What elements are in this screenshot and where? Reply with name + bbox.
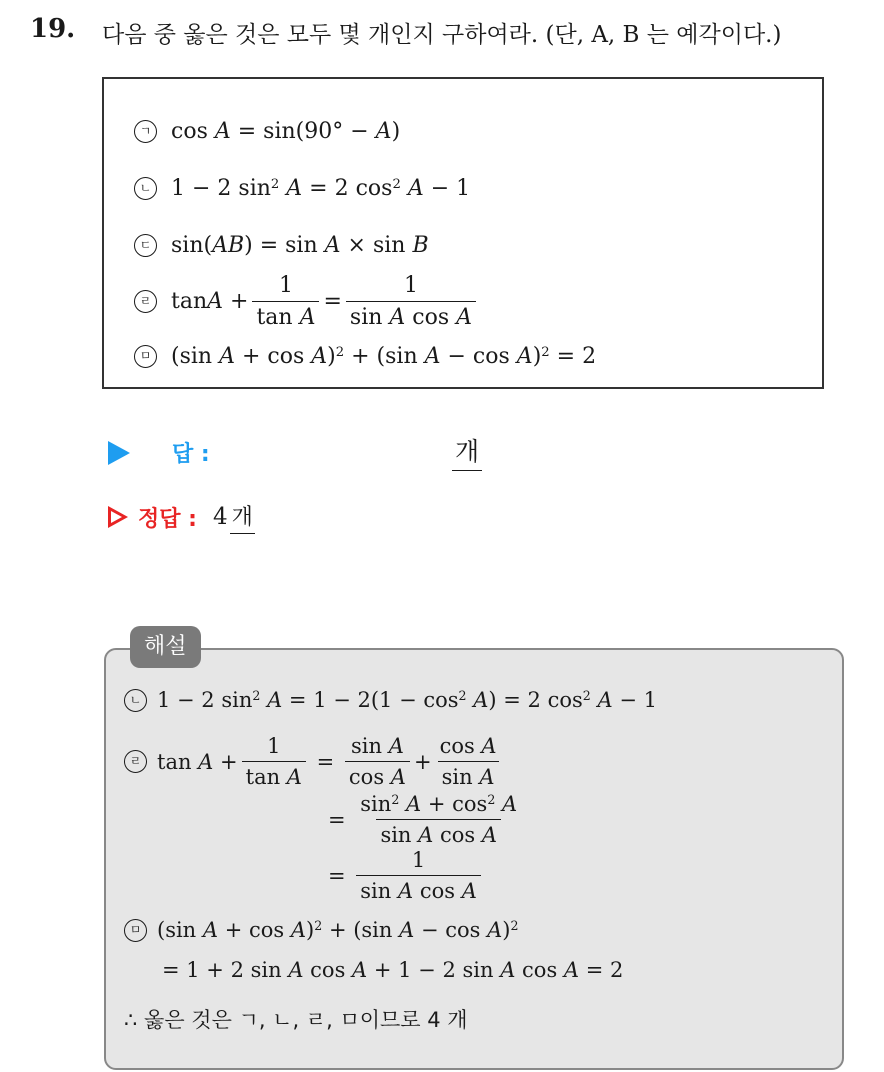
choices-box xyxy=(102,77,824,389)
choice-c xyxy=(134,233,429,258)
solution-line-d1: ㄹ tan A + $\frac{1}{\text{tan A}}$ = $\frac{\text{sin A}}{\text{cos A}}$ + $\frac{\text{cos A}}{\text{sin A}}$ xyxy=(124,734,505,789)
question-number: 19. xyxy=(30,14,76,44)
choice-marker-icon: ㄴ xyxy=(124,689,147,712)
correct-value: 4 xyxy=(212,504,228,530)
solution-box xyxy=(104,648,844,1070)
solution-line-d2: = $\frac{\sin^2 A + \cos^2 A}{\text{sin A cos A}}$ xyxy=(328,792,518,848)
choice-marker-icon: ㄹ xyxy=(124,750,147,773)
solution-line-e2: = 1 + 2 sin A cos A + 1 − 2 sin A cos A = 2 xyxy=(162,958,624,982)
answer-row xyxy=(108,437,210,468)
choice-d xyxy=(134,273,480,331)
correct-label: 정답 : xyxy=(138,506,197,532)
play-arrow-icon xyxy=(108,441,130,465)
solution-line-b: ㄴ 1 − 2 $\sin^2 A = 1 - 2(1 - \cos^2 A) = 2$ $\cos^2 A - 1$ xyxy=(124,688,657,712)
solution-line-e1: ㅁ (sin A + cos A)$^2$ + (sin A − cos A)$^2$ xyxy=(124,918,518,942)
question-text: 다음 중 옳은 것은 모두 몇 개인지 구하여라. (단, A, B 는 예각이다.) xyxy=(102,22,782,48)
choice-formula: 1 − 2 $\sin^2 A = 2$ $\cos^2 A - 1$ xyxy=(171,176,471,201)
answer-label: 답 : xyxy=(172,442,210,467)
choice-marker-icon: ㅁ xyxy=(134,345,157,368)
solution-conclusion: ∴ 옳은 것은 ㄱ, ㄴ, ㄹ, ㅁ이므로 4 개 xyxy=(124,1008,468,1032)
answer-blank[interactable]: 개 xyxy=(452,432,482,471)
choice-b xyxy=(134,176,470,201)
choice-formula: cos A = sin(90° − A) xyxy=(171,119,401,144)
choice-marker-icon: ㄷ xyxy=(134,234,157,257)
choice-formula: sin(AB) = sin A × sin B xyxy=(171,233,429,258)
choice-a xyxy=(134,119,400,144)
choice-formula: (sin A + cos A)$^2$ + (sin A − cos A)$^2$ = 2 xyxy=(171,344,597,369)
choice-marker-icon: ㄹ xyxy=(134,290,157,313)
solution-tag: 해설 xyxy=(130,626,201,668)
choice-marker-icon: ㄱ xyxy=(134,120,157,143)
choice-marker-icon: ㅁ xyxy=(124,919,147,942)
solution-line-d3: = $\frac{1}{\text{sin A cos A}}$ xyxy=(328,848,485,903)
correct-answer-row xyxy=(108,500,255,534)
outline-arrow-icon xyxy=(108,506,128,528)
choice-e xyxy=(134,344,596,369)
choice-marker-icon: ㄴ xyxy=(134,177,157,200)
correct-unit: 개 xyxy=(230,500,255,534)
choice-formula: tan A + $\frac{1}{\text{tan A}}$ = $\frac{1}{\text{sin A cos A}}$ xyxy=(171,273,480,331)
